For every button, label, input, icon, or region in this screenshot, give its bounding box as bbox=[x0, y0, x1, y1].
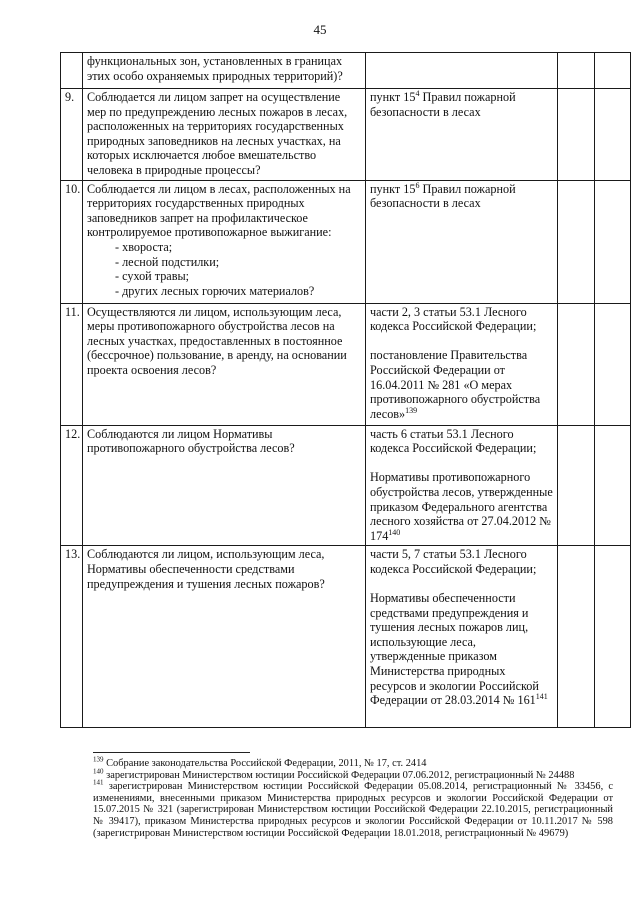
legal-reference-cell bbox=[366, 53, 558, 89]
empty-note-cell bbox=[595, 425, 631, 546]
footnote-number: 140 bbox=[93, 767, 104, 776]
reference-text: пункт 15 bbox=[370, 181, 416, 196]
empty-answer-cell bbox=[558, 546, 595, 728]
empty-note-cell bbox=[595, 89, 631, 181]
legal-reference-cell bbox=[366, 180, 558, 303]
table-row bbox=[61, 180, 631, 303]
question-text: Соблюдается ли лицом запрет на осуществление мер по предупреждению лесных пожаров в лесах, расположенных на территориях государственных природных заповедников на лесных участках, на которых исключается любое вмешательство человека в природные процессы? bbox=[87, 90, 348, 177]
empty-answer-cell bbox=[558, 425, 595, 546]
table-row bbox=[61, 303, 631, 425]
requirements-table bbox=[60, 52, 631, 728]
empty-answer-cell bbox=[558, 89, 595, 181]
legal-reference bbox=[370, 348, 553, 421]
legal-reference bbox=[370, 470, 553, 543]
question-cell bbox=[83, 546, 366, 728]
empty-answer-cell bbox=[558, 53, 595, 89]
footnotes bbox=[93, 755, 613, 839]
question-list-item: - других лесных горючих материалов? bbox=[115, 283, 315, 298]
row-number: 10. bbox=[61, 180, 83, 303]
reference-text: пункт 15 bbox=[370, 90, 416, 104]
question-text: Соблюдаются ли лицом Нормативы противопожарного обустройства лесов? bbox=[87, 426, 295, 456]
question-cell bbox=[83, 180, 366, 303]
reference-text: постановление Правительства Российской Федерации от 16.04.2011 № 281 «О мерах противопожарного обустройства лесов» bbox=[370, 348, 541, 421]
footnote bbox=[93, 755, 613, 770]
legal-reference-cell bbox=[366, 546, 558, 728]
row-number: 12. bbox=[61, 425, 83, 546]
table-row bbox=[61, 425, 631, 546]
footnote-separator bbox=[93, 752, 250, 753]
reference-text-continued: Правил пожарной безопасности в лесах bbox=[370, 90, 516, 119]
legal-reference bbox=[370, 90, 553, 119]
footnote-number: 139 bbox=[93, 755, 104, 764]
row-number: 13. bbox=[61, 546, 83, 728]
empty-note-cell bbox=[595, 180, 631, 303]
footnote-marker: 140 bbox=[388, 527, 401, 537]
legal-reference bbox=[370, 305, 553, 334]
legal-reference-cell bbox=[366, 425, 558, 546]
reference-text: части 2, 3 статьи 53.1 Лесного кодекса Российской Федерации; bbox=[370, 304, 537, 334]
table-row bbox=[61, 53, 631, 89]
empty-note-cell bbox=[595, 53, 631, 89]
empty-answer-cell bbox=[558, 180, 595, 303]
footnote-marker: 139 bbox=[405, 405, 418, 415]
question-text: Соблюдаются ли лицом, использующим леса, Нормативы обеспеченности средствами предупреждения и тушения лесных пожаров? bbox=[87, 547, 325, 591]
row-number: 9. bbox=[61, 89, 83, 181]
table-row bbox=[61, 89, 631, 181]
footnote-marker: 6 bbox=[415, 180, 420, 190]
footnote bbox=[93, 767, 613, 782]
legal-reference-cell bbox=[366, 303, 558, 425]
footnote-marker: 141 bbox=[535, 692, 548, 702]
row-number: 11. bbox=[61, 303, 83, 425]
legal-reference bbox=[370, 591, 553, 708]
legal-reference bbox=[370, 547, 553, 576]
question-list-item: - хвороста; bbox=[115, 239, 173, 254]
question-cell bbox=[83, 89, 366, 181]
footnote-text: зарегистрирован Министерством юстиции Российской Федерации 05.08.2014, регистрационный № 33456, с изменениями, внесенными приказом Министерства природных ресурсов и экологии Российской Федерации от 15.07.2015 № 321 (зарегистрирован Министерством юстиции Российской Федерации 22.10.2015, регистрационный № 39417), приказом Министерства природных ресурсов и экологии Российской Федерации от 10.11.2017 № 598 (зарегистрирован Министерством юстиции Российской Федерации 18.01.2018, регистрационный № 49679) bbox=[93, 781, 613, 839]
empty-note-cell bbox=[595, 546, 631, 728]
footnote-text: Собрание законодательства Российской Федерации, 2011, № 17, ст. 2414 bbox=[103, 758, 427, 769]
reference-text-continued: Правил пожарной безопасности в лесах bbox=[370, 181, 516, 211]
table-row bbox=[61, 546, 631, 728]
empty-answer-cell bbox=[558, 303, 595, 425]
footnote bbox=[93, 778, 613, 839]
reference-text: часть 6 статьи 53.1 Лесного кодекса Российской Федерации; bbox=[370, 426, 537, 456]
legal-reference-cell bbox=[366, 89, 558, 181]
reference-text: части 5, 7 статьи 53.1 Лесного кодекса Российской Федерации; bbox=[370, 547, 537, 576]
footnote-number: 141 bbox=[93, 778, 104, 787]
legal-reference bbox=[370, 182, 553, 211]
empty-note-cell bbox=[595, 303, 631, 425]
reference-text: Нормативы обеспеченности средствами предупреждения и тушения лесных пожаров лиц, использующие леса, утвержденные приказом Министерства природных ресурсов и экологии Российской Федерации от 28.03.2014 № 161 bbox=[370, 591, 539, 708]
question-list-item: - лесной подстилки; bbox=[115, 254, 220, 269]
row-number bbox=[61, 53, 83, 89]
footnote-text: зарегистрирован Министерством юстиции Российской Федерации 07.06.2012, регистрационный № 24488 bbox=[103, 769, 575, 781]
legal-reference bbox=[370, 427, 553, 456]
question-text: функциональных зон, установленных в границах этих особо охраняемых природных территорий)? bbox=[87, 54, 343, 83]
question-text: Осуществляются ли лицом, использующим леса, меры противопожарного обустройства лесов на лесных участках, предоставленных в постоянное (бессрочное) пользование, в аренду, на основании проекта освоения лесов? bbox=[87, 304, 347, 377]
question-cell bbox=[83, 425, 366, 546]
question-cell bbox=[83, 53, 366, 89]
question-list-item: - сухой травы; bbox=[115, 269, 190, 284]
page-number: 45 bbox=[313, 22, 327, 37]
question-text: Соблюдается ли лицом в лесах, расположенных на территориях государственных природных заповедников запрет на профилактическое контролируемое противопожарное выжигание: bbox=[87, 181, 351, 240]
footnote-marker: 4 bbox=[415, 88, 420, 98]
question-cell bbox=[83, 303, 366, 425]
reference-text: Нормативы противопожарного обустройства лесов, утвержденные приказом Федерального агентства лесного хозяйства от 27.04.2012 № 174 bbox=[370, 470, 553, 543]
